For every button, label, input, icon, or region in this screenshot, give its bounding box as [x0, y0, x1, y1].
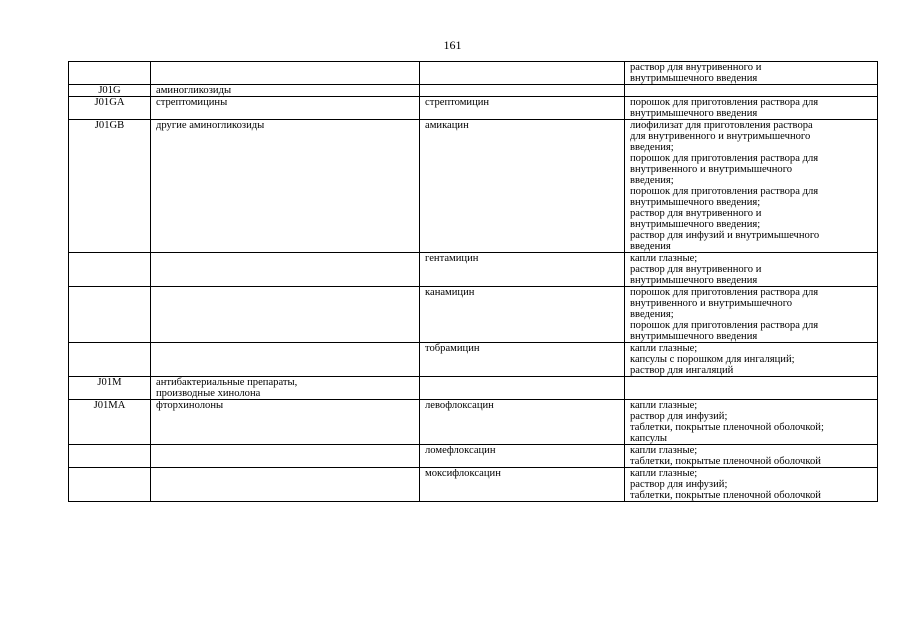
atc-code	[69, 343, 151, 377]
drug-name: гентамицин	[420, 253, 625, 287]
group-name	[151, 62, 420, 85]
drug-name: амикацин	[420, 120, 625, 253]
table-row	[69, 445, 878, 468]
group-name	[151, 287, 420, 343]
group-name: фторхинолоны	[151, 400, 420, 445]
drug-name	[420, 377, 625, 400]
atc-code: J01MA	[69, 400, 151, 445]
group-name: аминогликозиды	[151, 85, 420, 97]
atc-code: J01M	[69, 377, 151, 400]
dosage-forms: капли глазные; таблетки, покрытые пленочной оболочкой	[625, 445, 878, 468]
drug-name: левофлоксацин	[420, 400, 625, 445]
table-row	[69, 253, 878, 287]
drug-table	[68, 61, 878, 502]
atc-code: J01GA	[69, 97, 151, 120]
dosage-forms: капли глазные; капсулы с порошком для ингаляций; раствор для ингаляций	[625, 343, 878, 377]
atc-code	[69, 62, 151, 85]
dosage-forms	[625, 377, 878, 400]
drug-name	[420, 85, 625, 97]
dosage-forms: капли глазные; раствор для инфузий; таблетки, покрытые пленочной оболочкой; капсулы	[625, 400, 878, 445]
atc-code: J01GB	[69, 120, 151, 253]
drug-name: моксифлоксацин	[420, 468, 625, 502]
table-row	[69, 400, 878, 445]
group-name: стрептомицины	[151, 97, 420, 120]
table-row	[69, 343, 878, 377]
page-number: 161	[443, 38, 462, 52]
atc-code	[69, 445, 151, 468]
dosage-forms: раствор для внутривенного и внутримышечного введения	[625, 62, 878, 85]
group-name: другие аминогликозиды	[151, 120, 420, 253]
dosage-forms: порошок для приготовления раствора для внутримышечного введения	[625, 97, 878, 120]
table-row	[69, 377, 878, 400]
table-row	[69, 287, 878, 343]
dosage-forms	[625, 85, 878, 97]
drug-name: тобрамицин	[420, 343, 625, 377]
group-name	[151, 343, 420, 377]
drug-name	[420, 62, 625, 85]
dosage-forms: порошок для приготовления раствора для внутривенного и внутримышечного введения; порошок для приготовления раствора для внутримышечного введения	[625, 287, 878, 343]
table-row	[69, 120, 878, 253]
drug-name: стрептомицин	[420, 97, 625, 120]
atc-code	[69, 253, 151, 287]
group-name: антибактериальные препараты, производные хинолона	[151, 377, 420, 400]
group-name	[151, 468, 420, 502]
atc-code	[69, 287, 151, 343]
drug-name: канамицин	[420, 287, 625, 343]
dosage-forms: капли глазные; раствор для инфузий; таблетки, покрытые пленочной оболочкой	[625, 468, 878, 502]
group-name	[151, 253, 420, 287]
drug-name: ломефлоксацин	[420, 445, 625, 468]
table-row	[69, 468, 878, 502]
dosage-forms: капли глазные; раствор для внутривенного и внутримышечного введения	[625, 253, 878, 287]
table-row	[69, 62, 878, 85]
atc-code	[69, 468, 151, 502]
table-row	[69, 97, 878, 120]
table-row	[69, 85, 878, 97]
group-name	[151, 445, 420, 468]
dosage-forms: лиофилизат для приготовления раствора для внутривенного и внутримышечного введения; порошок для приготовления раствора для внутривенного и внутримышечного введения; порошок для приготовления раствора для внутримышечного введения; раствор для внутривенного и внутримышечного введения; раствор для инфузий и внутримышечного введения	[625, 120, 878, 253]
atc-code: J01G	[69, 85, 151, 97]
